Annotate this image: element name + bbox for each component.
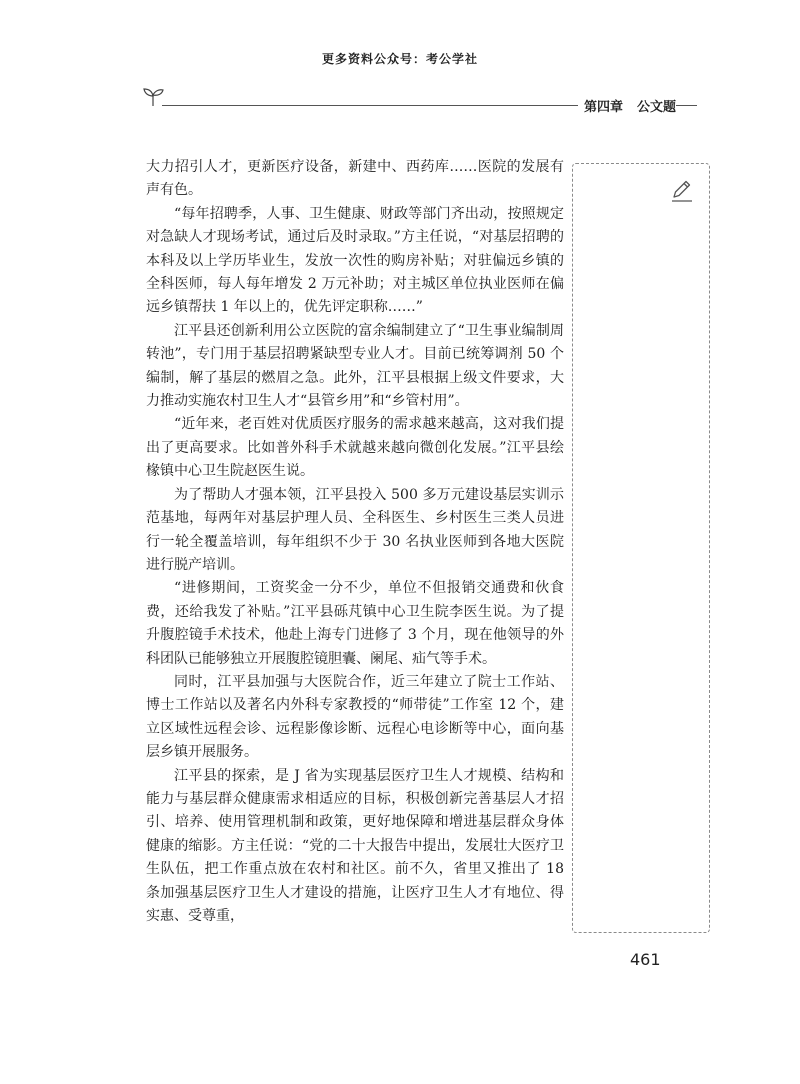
paragraph: “每年招聘季，人事、卫生健康、财政等部门齐出动，按照规定对急缺人才现场考试，通过后及时录取。”方主任说，“对基层招聘的本科及以上学历毕业生，发放一次性的购房补贴；对驻偏远乡镇的全科医师，每人每年增发 2 万元补助；对主城区单位执业医师在偏远乡镇帮扶 1 年以上的，优先评定职称……”: [146, 205, 564, 316]
body-text: [146, 156, 564, 928]
chapter-header: [140, 84, 676, 115]
paragraph: 江平县还创新利用公立医院的富余编制建立了“卫生事业编制周转池”，专门用于基层招聘紧缺型专业人才。目前已统筹调剂 50 个编制，解了基层的燃眉之急。此外，江平县根据上级文件要求，大力推动实施农村卫生人才“县管乡用”和“乡管村用”。: [146, 322, 564, 410]
paragraph: 为了帮助人才强本领，江平县投入 500 多万元建设基层实训示范基地，每两年对基层护理人员、全科医生、乡村医生三类人员进行一轮全覆盖培训，每年组织不少于 30 名执业医师到各地大医院进行脱产培训。: [146, 486, 564, 573]
paragraph: 大力招引人才，更新医疗设备，新建中、西药库……医院的发展有声有色。: [146, 159, 564, 199]
pencil-icon: [669, 178, 695, 204]
section-title: 公文题: [636, 100, 676, 115]
notes-panel[interactable]: [572, 163, 710, 933]
chapter-title: [578, 96, 676, 115]
paragraph: “近年来，老百姓对优质医疗服务的需求越来越高，这对我们提出了更高要求。比如普外科手术就越来越向微创化发展。”江平县绘椽镇中心卫生院赵医生说。: [146, 416, 564, 480]
page-number: 461: [630, 950, 661, 969]
sprout-icon: [140, 84, 166, 110]
paragraph: 同时，江平县加强与大医院合作，近三年建立了院士工作站、博士工作站以及著名内外科专家教授的“师带徒”工作室 12 个，建立区域性远程会诊、远程影像诊断、远程心电诊断等中心，面向基层乡镇开展服务。: [146, 673, 564, 761]
paragraph: 江平县的探索，是 J 省为实现基层医疗卫生人才规模、结构和能力与基层群众健康需求相适应的目标，积极创新完善基层人才招引、培养、使用管理机制和政策，更好地保障和增进基层群众身体健康的缩影。方主任说：“党的二十大报告中提出，发展壮大医疗卫生队伍，把工作重点放在农村和社区。前不久，省里又推出了 18 条加强基层医疗卫生人才建设的措施，让医疗卫生人才有地位、得实惠、受尊重，: [146, 767, 564, 924]
paragraph: “进修期间，工资奖金一分不少，单位不但报销交通费和伙食费，还给我发了补贴。”江平县砾芃镇中心卫生院李医生说。为了提升腹腔镜手术技术，他赴上海专门进修了 3 个月，现在他领导的外科团队已能够独立开展腹腔镜胆囊、阑尾、疝气等手术。: [146, 580, 564, 667]
chapter-number: 第四章: [583, 100, 623, 115]
top-banner: 更多资料公众号：考公学社: [321, 52, 478, 66]
